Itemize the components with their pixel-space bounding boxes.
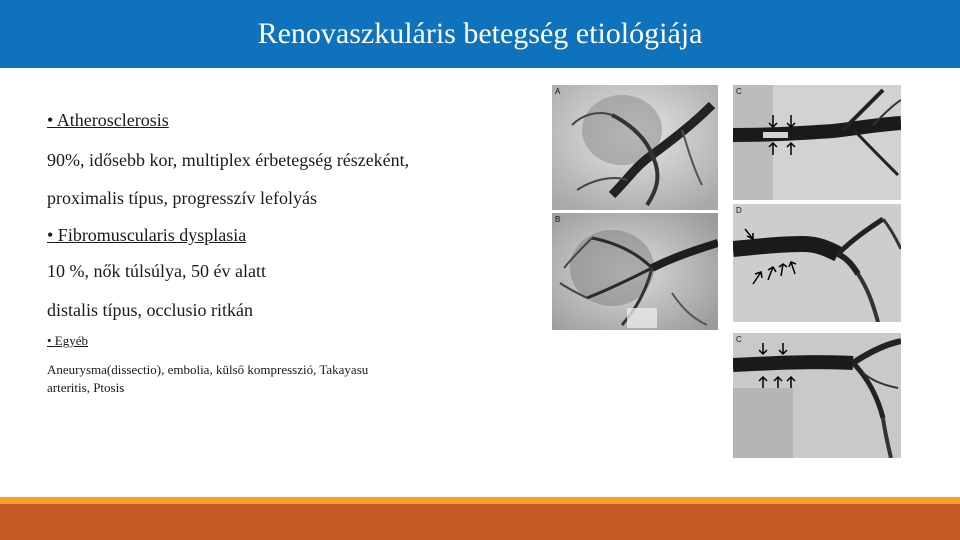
fmd-detail-2: distalis típus, occlusio ritkán <box>47 300 253 320</box>
bullet-atherosclerosis: • Atherosclerosis <box>47 110 169 130</box>
footer-bar <box>0 504 960 540</box>
fmd-detail-1: 10 %, nők túlsúlya, 50 év alatt <box>47 261 266 281</box>
other-detail-1: Aneurysma(dissectio), embolia, külső kompresszió, Takayasu <box>47 362 369 377</box>
panel-label-b: B <box>555 215 561 224</box>
footer-accent-strip <box>0 497 960 504</box>
other-detail-2: arteritis, Ptosis <box>47 380 125 395</box>
angiogram-panel-c2 <box>733 333 901 458</box>
panel-label-a: A <box>555 87 561 96</box>
angiogram-panel-a <box>552 85 718 210</box>
angiogram-panel-c1 <box>733 85 901 200</box>
athero-detail-2: proximalis típus, progresszív lefolyás <box>47 188 317 208</box>
bullet-fibromuscular-dysplasia: • Fibromuscularis dysplasia <box>47 225 247 245</box>
panel-label-c1: C <box>736 87 742 96</box>
panel-label-d: D <box>736 206 742 215</box>
athero-detail-1: 90%, idősebb kor, multiplex érbetegség részeként, <box>47 150 410 170</box>
panel-label-c2: C <box>736 335 742 344</box>
angiogram-panel-b <box>552 213 718 330</box>
slide-title: Renovaszkuláris betegség etiológiája <box>257 17 703 50</box>
angiogram-panel-d <box>733 204 901 322</box>
bullet-other: • Egyéb <box>47 333 89 348</box>
